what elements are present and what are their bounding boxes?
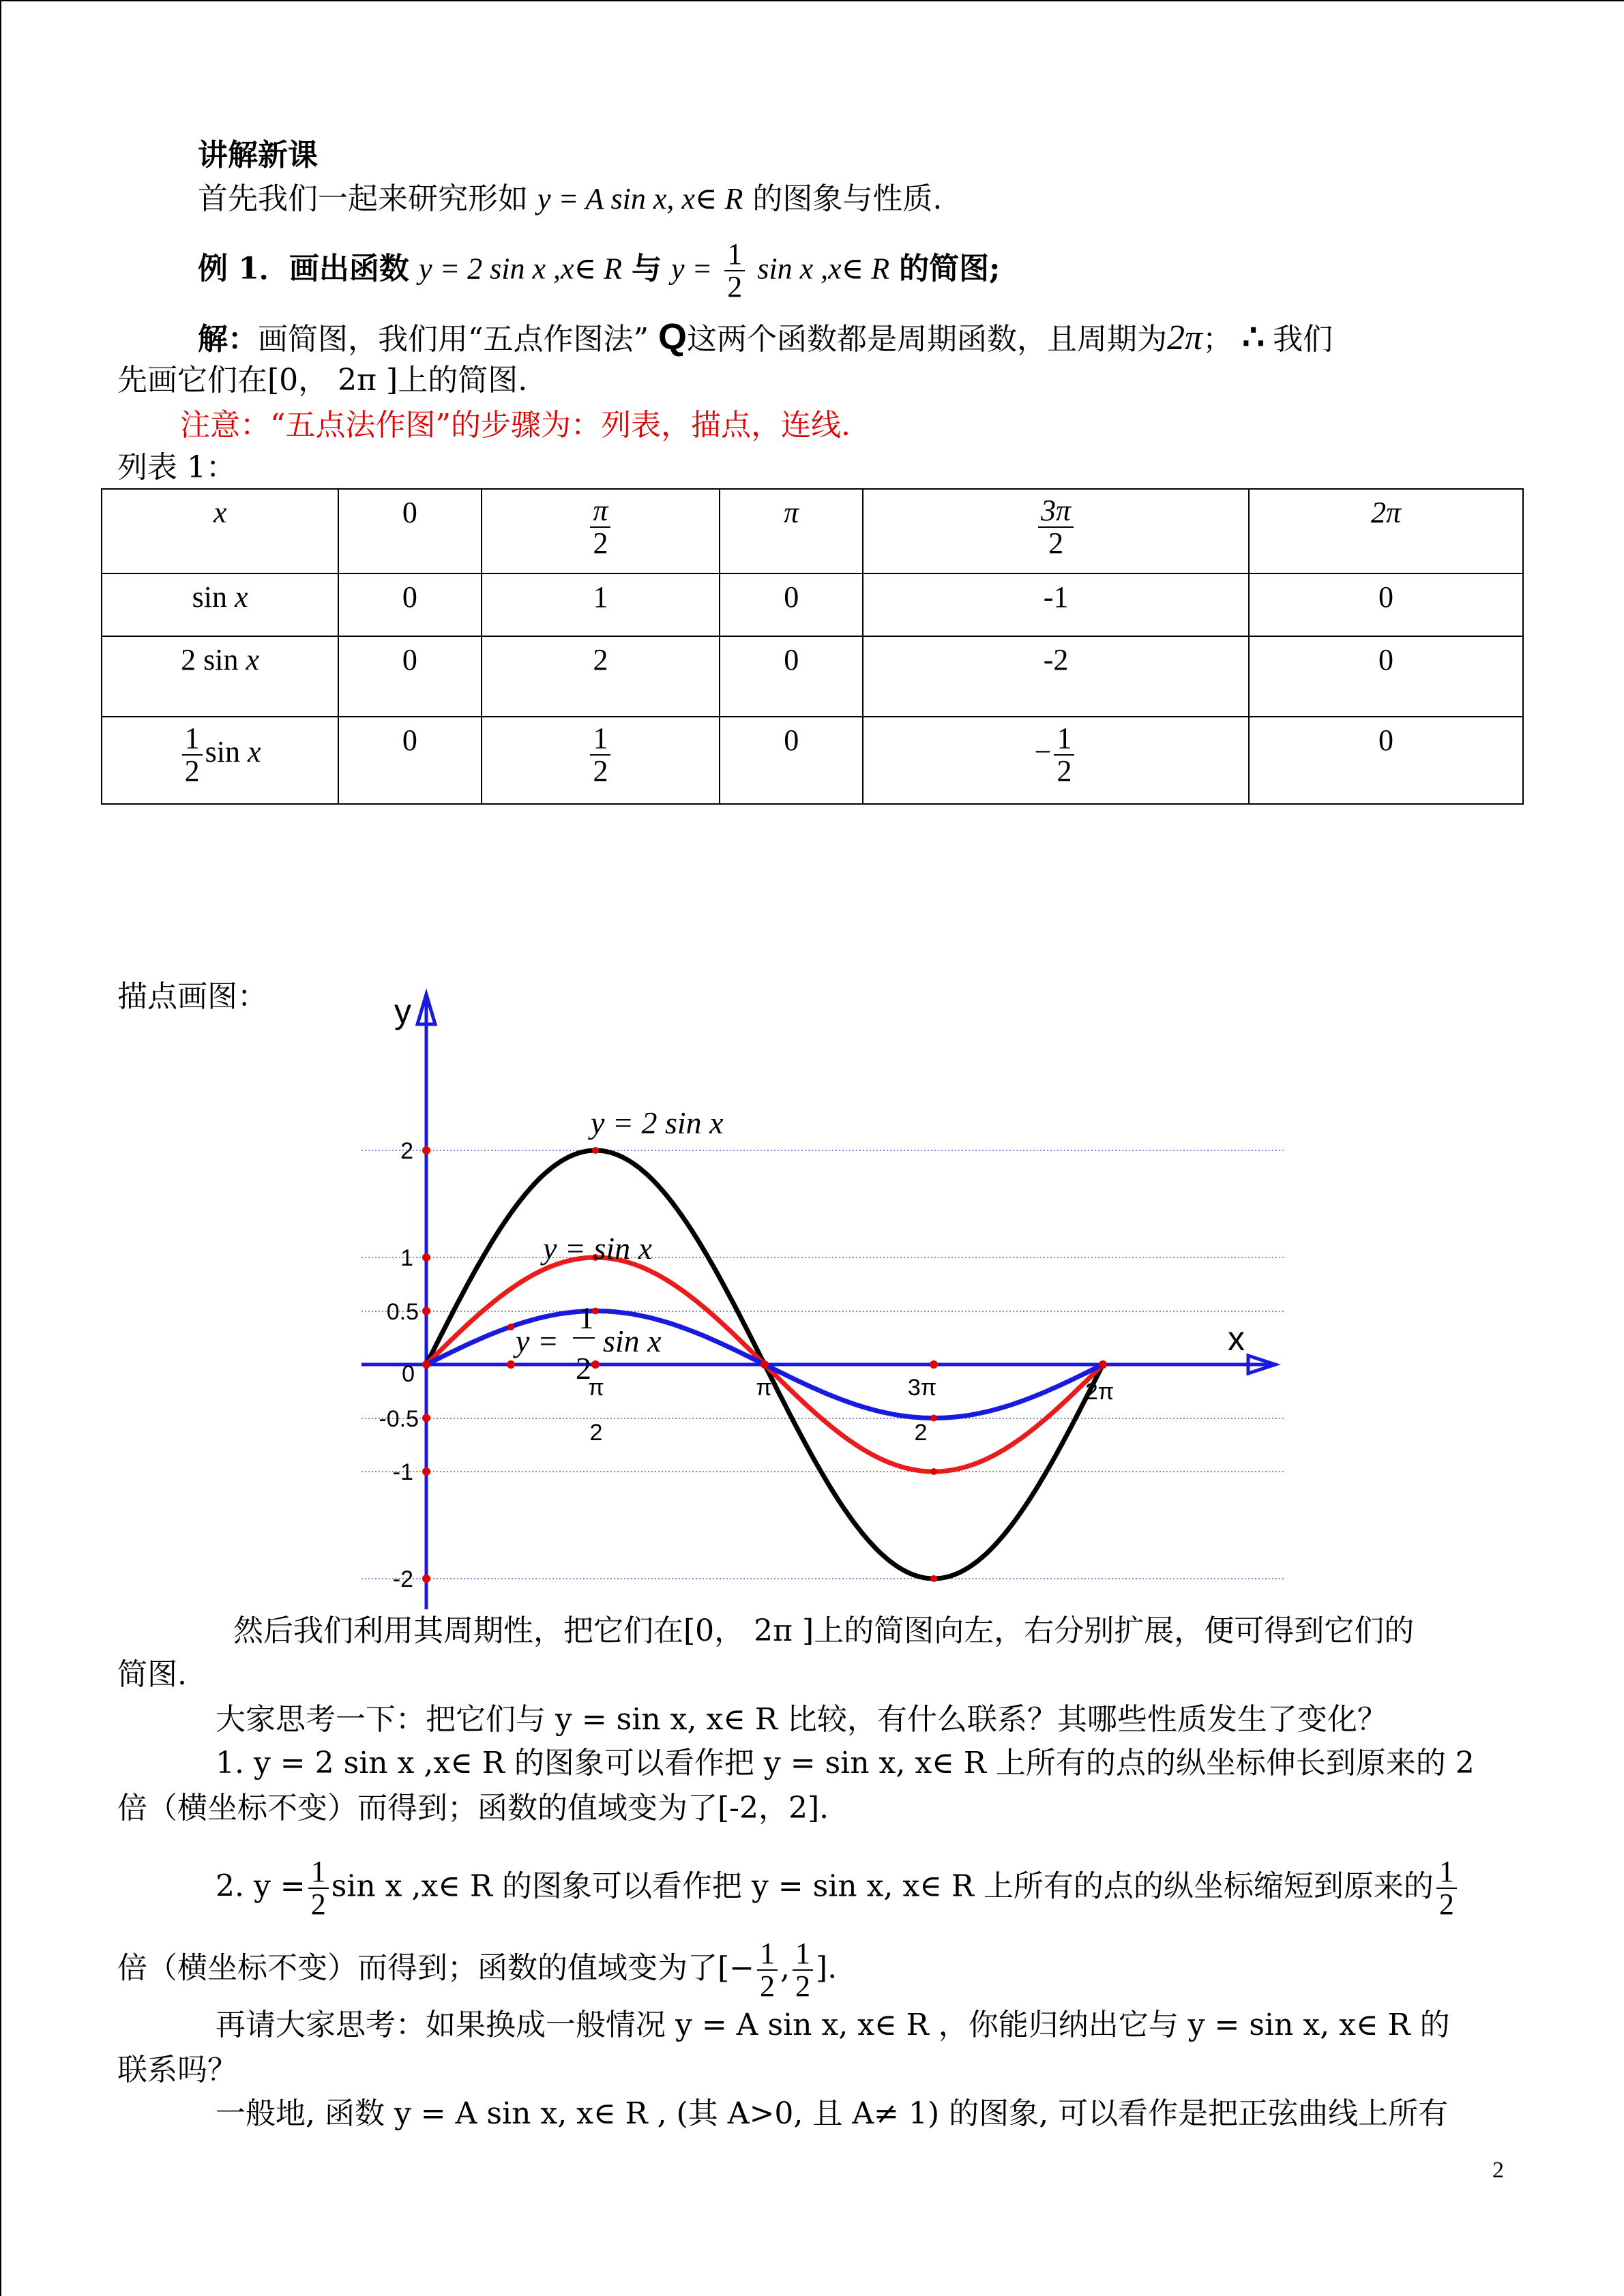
curve-point [507,1324,514,1330]
table-cell: 0 [338,717,481,804]
range-lower-fraction [757,1938,778,2002]
fraction-numerator: 1 [793,1938,813,1971]
table-caption: 列表 1： [117,450,236,485]
solution-label: 解： [198,322,258,357]
example-f2-prefix: y = [671,252,713,286]
solution-text-3: ； [1202,322,1233,357]
table-cell: 0 [720,573,863,636]
example-line [198,239,1000,303]
fraction-numerator: 1 [757,1938,778,1971]
x-point [591,1360,600,1369]
table-head-x: x [102,489,338,573]
plot-label: 描点画图： [117,979,267,1014]
fraction-numerator: 1 [1436,1856,1457,1889]
table-head-halfsinx: $\frac{1}{2}$ sin x [102,717,338,804]
table-cell: 1 [482,573,720,636]
x-tick-pi: π [756,1375,772,1401]
item1-line1: 1. y = 2 sin x ,x∈ R 的图象可以看作把 y = sin x, x∈ R 上所有的点的纵坐标伸长到原来的 2 [216,1746,1475,1780]
therefore-symbol: ∴ [1242,316,1264,358]
item2-line2-suffix: ]. [816,1950,838,1986]
table-cell: 0 [1249,573,1523,636]
tick-point [422,1307,430,1315]
fraction-numerator: 1 [724,239,745,271]
label-half-prefix: y = [516,1324,559,1358]
fraction-numerator: 1 [308,1856,329,1889]
range-comma: , [780,1950,791,1986]
table-cell-half: $\frac{1}{2}$ [482,717,720,804]
y-tick-label: 0 [402,1361,415,1387]
x-tick-labels [588,1375,1114,1446]
table-cell: 0 [1249,717,1523,804]
table-head-sinx: sin x [102,573,338,636]
tick-point [422,1575,430,1583]
x-tick-pi-half-den: 2 [589,1420,603,1446]
fraction-denominator: 2 [1438,1888,1454,1921]
para3-line2: 联系吗？ [117,2053,237,2087]
label-2sinx: y = 2 sin x [591,1105,724,1140]
para1-line1: 然后我们利用其周期性，把它们在[0， 2π ]上的简图向左，右分别扩展，便可得到它们的 [233,1613,1415,1648]
example-mid: 与 [632,251,662,286]
table-row [102,573,1523,636]
curve-point [930,1468,937,1475]
x-point [1099,1360,1107,1369]
curve-labels [513,1105,724,1386]
page-number: 2 [1492,2158,1504,2183]
label-half-suffix: sin x [603,1324,662,1358]
fraction-denominator: 2 [727,270,743,303]
y-axis-label: y [394,992,411,1030]
y-tick-label: -0.5 [379,1406,419,1432]
table-cell-pi-half: $\frac{\pi}{2}$ [482,489,720,573]
table-cell: 0 [720,636,863,717]
y-tick-label: -2 [392,1566,413,1592]
x-point [422,1360,430,1369]
solution-line-2: 先画它们在[0， 2π ]上的简图. [117,363,528,398]
item2-line2-prefix: 倍（横坐标不变）而得到；函数的值域变为了[− [117,1950,755,1986]
range-upper-fraction [793,1938,813,2002]
table-head-2sinx: 2 sin x [102,636,338,717]
label-sinx: y = sin x [543,1231,653,1266]
tick-point [422,1414,430,1422]
y-tick-label: 2 [400,1138,413,1164]
table-cell: 2 [482,636,720,717]
item1-line2: 倍（横坐标不变）而得到；函数的值域变为了[-2，2]. [117,1791,829,1825]
intro-formula: y = A sin x, x∈ R [537,182,743,215]
table-cell: 0 [338,636,481,717]
solution-line-1 [198,316,1333,360]
label-half-den: 2 [576,1351,591,1386]
example-label: 例 1．画出函数 [198,251,409,286]
x-tick-3pi-half-den: 2 [914,1420,928,1446]
para1-line2: 简图. [117,1657,187,1692]
x-tick-pi-half-num: π [588,1375,604,1401]
intro-line [198,179,942,220]
because-symbol: Q [658,316,688,357]
fraction-denominator: 2 [795,1969,811,2003]
solution-text-1: 画简图，我们用“五点作图法” [258,322,649,357]
fraction-denominator: 2 [310,1888,326,1921]
table-cell-3pi-half: $\frac{3\pi}{2}$ [863,489,1249,573]
x-point [507,1360,515,1369]
table-cell: -2 [863,636,1249,717]
curve-point [592,1147,599,1154]
item2-fraction [308,1856,329,1920]
y-tick-label: 0.5 [386,1299,419,1325]
example-f2-suffix: sin x ,x∈ R [757,252,890,286]
tick-point [422,1253,430,1262]
table-cell: 0 [338,573,481,636]
item2-mid: sin x ,x∈ R 的图象可以看作把 y = sin x, x∈ R 上所有的点的纵坐标缩短到原来的 [331,1868,1434,1904]
para4: 一般地, 函数 y = A sin x, x∈ R , (其 A>0, 且 A≠ 1) 的图象, 可以看作是把正弦曲线上所有 [216,2096,1449,2131]
x-tick-3pi-half-num: 3π [907,1375,937,1401]
item2-line2 [117,1938,837,2002]
item2-end-fraction [1436,1856,1457,1920]
para3-line1: 再请大家思考：如果换成一般情况 y = A sin x, x∈ R ，你能归纳出它与 y = sin x, x∈ R 的 [216,2008,1450,2042]
item2-line1 [216,1856,1460,1920]
table-cell: 0 [720,717,863,804]
table-cell: π [720,489,863,573]
table-row [102,636,1523,717]
table-row [102,489,1523,573]
table-cell: 0 [338,489,481,573]
example-f2-fraction [724,239,745,303]
table-cell: -1 [863,573,1249,636]
intro-prefix: 首先我们一起来研究形如 [198,181,528,216]
para2: 大家思考一下：把它们与 y = sin x, x∈ R 比较，有什么联系？其哪些性质发生了变化？ [216,1702,1387,1737]
curve-point [930,1575,937,1582]
x-point [930,1360,938,1369]
tick-point [422,1146,430,1154]
table-cell: 0 [1249,636,1523,717]
x-axis-label: x [1228,1320,1245,1358]
fraction-denominator: 2 [760,1969,776,2003]
x-tick-2pi: 2π [1084,1379,1114,1405]
example-end: 的简图; [899,251,1001,286]
table-cell: 2π [1249,489,1523,573]
period-value: 2π [1167,318,1203,357]
values-table [101,488,1524,805]
x-point [761,1360,769,1369]
curve-point [930,1415,937,1422]
intro-suffix: 的图象与性质. [752,181,943,216]
label-half-num: 1 [578,1300,594,1335]
section-heading: 讲解新课 [198,138,318,173]
tick-point [422,1467,430,1476]
table-row [102,717,1523,804]
table-cell-neg-half: − $\frac{1}{2}$ [863,717,1249,804]
example-f1: y = 2 sin x ,x∈ R [418,252,623,286]
item2-prefix: 2. y = [216,1868,306,1904]
sine-graph [341,982,1296,1630]
solution-text-2: 这两个函数都是周期函数，且周期为 [687,322,1168,357]
note-line: 注意：“五点法作图”的步骤为：列表，描点，连线. [180,408,851,443]
y-tick-label: -1 [392,1459,413,1485]
y-tick-label: 1 [400,1245,413,1271]
solution-text-4: 我们 [1273,322,1333,357]
